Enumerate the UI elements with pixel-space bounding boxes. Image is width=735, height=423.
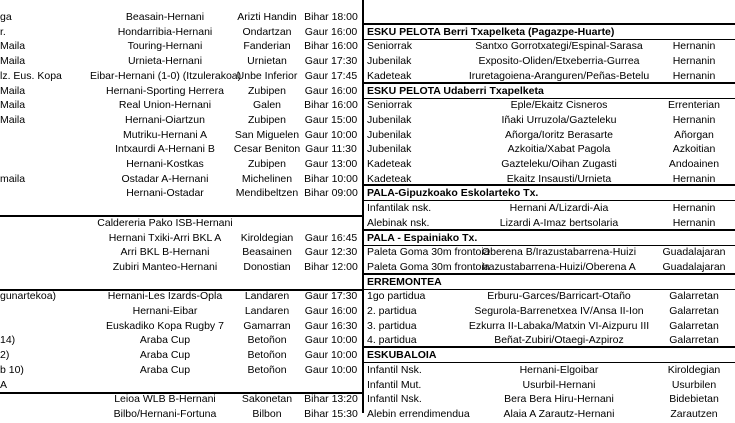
venue-cell: Zubipen — [248, 84, 286, 97]
venue-cell: Fanderian — [243, 40, 291, 53]
venue-cell: Landaren — [244, 290, 290, 303]
category-cell: Infantilak nsk. — [367, 202, 432, 215]
venue-cell: Cesar Beniton — [233, 143, 301, 156]
venue-cell: Beasainen — [242, 246, 292, 259]
match-cell: Urnieta-Hernani — [127, 55, 203, 68]
match-cell: Beñat-Zubiri/Otaegi-Azpiroz — [494, 334, 624, 347]
category-cell: Jubenilak — [367, 128, 412, 141]
time-cell: Gaur 16:00 — [304, 25, 358, 38]
category-cell: Kadeteak — [367, 69, 412, 82]
match-cell: Hernani A/Lizardi-Aia — [509, 202, 609, 215]
section-top-line — [364, 229, 735, 231]
venue-cell: Betoñon — [247, 363, 287, 376]
category-cell: Seniorrak — [367, 99, 412, 112]
place-cell: Hernanin — [672, 113, 716, 126]
place-cell: Hernanin — [672, 40, 716, 53]
venue-cell: Sakonetan — [241, 393, 293, 406]
category-cell: Kadeteak — [367, 172, 412, 185]
match-cell: Hernani-Elgoibar — [519, 363, 599, 376]
section-top-line — [364, 184, 735, 186]
match-cell: Irazustabarrena-Huizi/Oberena A — [482, 260, 636, 273]
time-cell: Bihar 16:00 — [304, 99, 358, 112]
category-cell: Maila — [0, 99, 26, 112]
match-cell: Añorga/Ioritz Berasarte — [505, 128, 613, 141]
section-top-line — [364, 82, 735, 84]
venue-cell: Donostian — [243, 260, 291, 273]
category-cell: Paleta Goma 30m frontoia — [367, 260, 490, 273]
match-cell: Hernani-Kostkas — [126, 158, 204, 170]
place-cell: Galarretan — [669, 319, 719, 332]
place-cell: Añorgan — [674, 128, 714, 141]
section-header-text: PALA-Gipuzkoako Eskolarteko Tx. — [367, 187, 539, 200]
time-cell: Gaur 17:45 — [304, 69, 358, 82]
match-cell: Araba Cup — [139, 349, 191, 362]
category-cell: Alebin errendimendua — [367, 407, 470, 420]
category-cell: Jubenilak — [367, 113, 412, 126]
match-cell: Araba Cup — [139, 334, 191, 347]
time-cell: Gaur 10:00 — [304, 334, 358, 347]
time-cell: Gaur 16:30 — [304, 319, 358, 332]
category-cell: Maila — [0, 55, 26, 68]
schedule-row — [0, 406, 362, 423]
match-cell: Eibar-Hernani (1-0) (Itzulerakoa) — [90, 69, 242, 82]
place-cell: Galarretan — [669, 290, 719, 303]
category-cell: Paleta Goma 30m frontoia — [367, 246, 490, 259]
venue-cell: Zubipen — [248, 113, 286, 126]
category-cell: lz. Eus. Kopa — [0, 69, 62, 82]
time-cell: Gaur 11:30 — [305, 143, 357, 156]
match-cell: Hernani Txiki-Arri BKL A — [108, 231, 222, 244]
match-cell: Hernani-Sporting Herrera — [106, 84, 224, 97]
place-cell: Hernanin — [672, 55, 716, 68]
match-cell: Gazteleku/Oihan Zugasti — [501, 158, 617, 170]
category-cell: 2) — [0, 349, 10, 362]
category-cell: 4. partidua — [367, 334, 417, 347]
time-cell: Gaur 15:00 — [304, 113, 358, 126]
place-cell: Hernanin — [672, 202, 716, 215]
match-cell: Arri BKL B-Hernani — [120, 246, 210, 259]
section-header-text: ERREMONTEA — [367, 275, 442, 288]
place-cell: Kiroldegian — [667, 363, 721, 376]
category-cell: ga — [0, 11, 12, 23]
time-cell: Gaur 13:00 — [304, 158, 358, 170]
schedule-row — [364, 406, 735, 423]
category-cell: 14) — [0, 334, 16, 347]
category-cell: Infantil Nsk. — [367, 363, 422, 376]
match-cell: Iruretagoiena-Aranguren/Peñas-Betelu — [468, 69, 650, 82]
place-cell: Zarautzen — [670, 407, 718, 420]
venue-cell: Gamarran — [243, 319, 291, 332]
match-cell: Azkoitia/Xabat Pagola — [507, 143, 611, 156]
match-cell: Mutriku-Hernani A — [122, 128, 208, 141]
match-cell: Euskadiko Kopa Rugby 7 — [106, 319, 224, 332]
time-cell: Bihar 15:30 — [304, 407, 358, 420]
place-cell: Hernanin — [672, 69, 716, 82]
time-cell: Bihar 09:00 — [304, 187, 358, 200]
time-cell: Gaur 10:00 — [304, 128, 358, 141]
place-cell: Andoainen — [668, 158, 720, 170]
category-cell: Maila — [0, 84, 26, 97]
category-cell: Alebinak nsk. — [367, 216, 430, 229]
time-cell: Gaur 17:30 — [304, 290, 358, 303]
time-cell: Bihar 10:00 — [304, 172, 358, 185]
venue-cell: Zubipen — [248, 158, 286, 170]
place-cell: Guadalajaran — [662, 246, 726, 259]
category-cell: Jubenilak — [367, 55, 412, 68]
section-header-text: ESKUBALOIA — [367, 349, 437, 362]
section-top-line — [364, 273, 735, 275]
venue-cell: San Miguelen — [234, 128, 300, 141]
match-cell: Usurbil-Hernani — [522, 378, 596, 391]
time-cell: Bihar 13:20 — [304, 393, 358, 406]
time-cell: Bihar 18:00 — [304, 11, 358, 23]
time-cell: Gaur 16:00 — [304, 305, 358, 317]
match-cell: Real Union-Hernani — [118, 99, 212, 112]
match-cell: Alaia A Zarautz-Hernani — [503, 407, 615, 420]
time-cell: Gaur 16:00 — [304, 84, 358, 97]
section-top-line — [364, 23, 735, 25]
place-cell: Hernanin — [672, 172, 716, 185]
match-cell: Araba Cup — [139, 363, 191, 376]
venue-cell: Landaren — [244, 305, 290, 317]
time-cell: Gaur 17:30 — [304, 55, 358, 68]
match-cell: Hondarribia-Hernani — [117, 25, 213, 38]
category-cell: A — [0, 378, 8, 391]
category-cell: Maila — [0, 40, 26, 53]
place-cell: Usurbilen — [671, 378, 717, 391]
match-cell: Bera Bera Hiru-Hernani — [504, 393, 614, 406]
category-cell: Jubenilak — [367, 143, 412, 156]
match-cell: Touring-Hernani — [127, 40, 203, 53]
place-cell: Azkoitian — [672, 143, 716, 156]
place-cell: Bidebietan — [669, 393, 719, 406]
time-cell: Bihar 16:00 — [304, 40, 358, 53]
place-cell: Galarretan — [669, 334, 719, 347]
category-cell: 2. partidua — [367, 305, 417, 317]
match-cell: Hernani-Eibar — [132, 305, 198, 317]
match-cell: Oberena B/Irazustabarrena-Huizi — [481, 246, 637, 259]
venue-cell: Urnietan — [247, 55, 287, 68]
place-cell: Hernanin — [672, 216, 716, 229]
match-cell: Iñaki Urruzola/Gazteleku — [501, 113, 617, 126]
venue-cell: Betoñon — [247, 349, 287, 362]
match-cell: Hernani-Ostadar — [126, 187, 204, 200]
match-cell: Caldereria Pako ISB-Hernani — [97, 216, 233, 229]
section-header-text: PALA - Espainiako Tx. — [367, 231, 478, 244]
time-cell: Gaur 12:30 — [304, 246, 358, 259]
category-cell: 3. partidua — [367, 319, 417, 332]
match-cell: Exposito-Oliden/Etxeberria-Gurrea — [478, 55, 640, 68]
match-cell: Ezkurra II-Labaka/Matxin VI-Aizpuru III — [468, 319, 650, 332]
category-cell: Maila — [0, 113, 26, 126]
venue-cell: Betoñon — [247, 334, 287, 347]
venue-cell: Michelinen — [241, 172, 293, 185]
left-schedule-table — [0, 0, 362, 420]
venue-cell: Galen — [252, 99, 282, 112]
category-cell: b 10) — [0, 363, 24, 376]
place-cell: Guadalajaran — [662, 260, 726, 273]
venue-cell: Mendibeltzen — [235, 187, 299, 200]
category-cell: Kadeteak — [367, 158, 412, 170]
section-top-line — [364, 346, 735, 348]
right-schedule-table — [364, 0, 735, 420]
section-header-text: ESKU PELOTA Udaberri Txapelketa — [367, 84, 544, 97]
venue-cell: Kiroldegian — [240, 231, 294, 244]
category-cell: maila — [0, 172, 26, 185]
category-cell: r. — [0, 25, 6, 38]
match-cell: Santxo Gorrotxategi/Espinal-Sarasa — [475, 40, 643, 53]
category-cell: 1go partidua — [367, 290, 426, 303]
time-cell: Gaur 10:00 — [304, 349, 358, 362]
category-cell: gunartekoa) — [0, 290, 57, 303]
venue-cell: Bilbon — [252, 407, 282, 420]
match-cell: Intxaurdi A-Hernani B — [115, 143, 215, 156]
match-cell: Lizardi A-Imaz bertsolaria — [499, 216, 619, 229]
match-cell: Eple/Ekaitz Cisneros — [510, 99, 608, 112]
match-cell: Leioa WLB B-Hernani — [114, 393, 216, 406]
time-cell: Gaur 10:00 — [304, 363, 358, 376]
category-cell: Infantil Mut. — [367, 378, 422, 391]
match-cell: Hernani-Oiartzun — [125, 113, 205, 126]
time-cell: Bihar 12:00 — [304, 260, 358, 273]
match-cell: Zubiri Manteo-Hernani — [112, 260, 218, 273]
match-cell: Beasain-Hernani — [125, 11, 205, 23]
venue-cell: Ondartzan — [242, 25, 292, 38]
category-cell: Seniorrak — [367, 40, 412, 53]
match-cell: Ekaitz Insausti/Urnieta — [506, 172, 612, 185]
match-cell: Segurola-Barrenetxea IV/Ansa II-Ion — [474, 305, 644, 317]
venue-cell: Unbe Inferior — [236, 69, 298, 82]
match-cell: Erburu-Garces/Barricart-Otaño — [487, 290, 631, 303]
venue-cell: Arizti Handin — [237, 11, 297, 23]
place-cell: Galarretan — [669, 305, 719, 317]
match-cell: Ostadar A-Hernani — [121, 172, 209, 185]
place-cell: Errenterian — [668, 99, 720, 112]
category-cell: Infantil Nsk. — [367, 393, 422, 406]
match-cell: Bilbo/Hernani-Fortuna — [113, 407, 217, 420]
match-cell: Hernani-Les Izards-Opla — [107, 290, 223, 303]
section-header-text: ESKU PELOTA Berri Txapelketa (Pagazpe-Huarte) — [367, 25, 615, 38]
time-cell: Gaur 16:45 — [304, 231, 358, 244]
